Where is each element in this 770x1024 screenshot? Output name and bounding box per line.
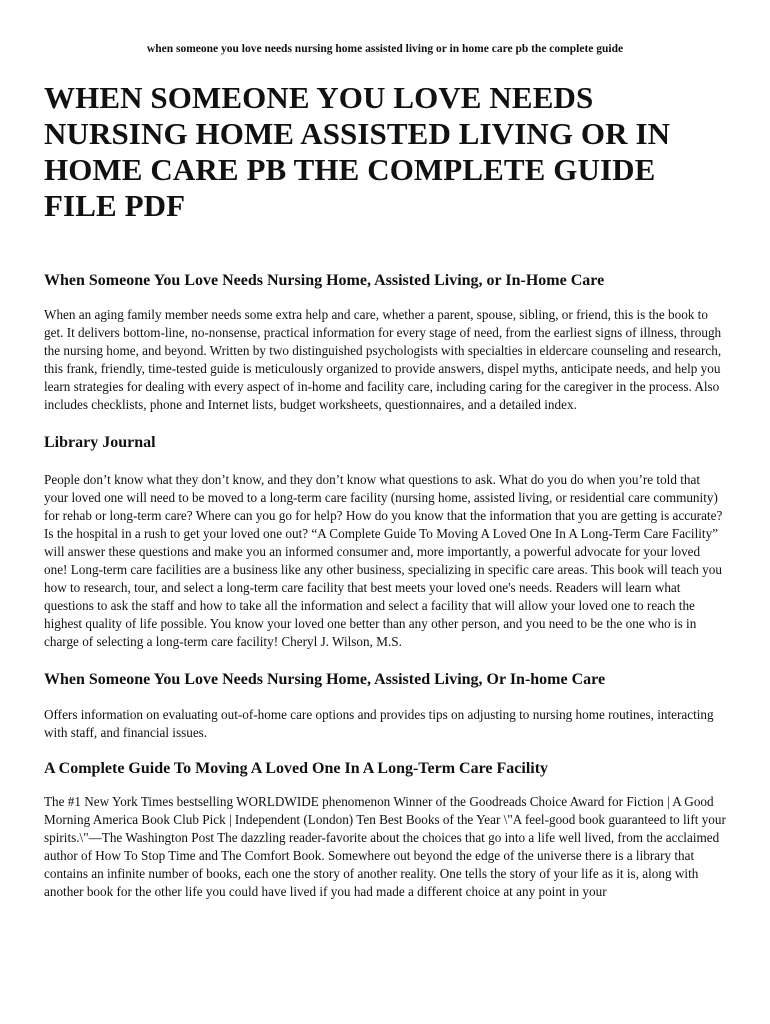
title-line: FILE PDF bbox=[44, 188, 186, 223]
section-body: People don’t know what they don’t know, and they don’t know what questions to ask. What do you do when you’re told that your loved one will need to be moved to a long-term care facility (nursing home, assisted living, or residential care community) for rehab or long-term care? Where can you go for help? How do you know that the information that you are getting is accurate? Is the hospital in a rush to get your loved one out? “A Complete Guide To Moving A Loved One In A Long-Term Care Facility” will answer these questions and make you an informed consumer and, more importantly, a powerful advocate for your loved one! Long-term care facilities are a business like any other business, specializing in specific care areas. This book will teach you how to research, tour, and select a long-term care facility that best meets your loved one's needs. Readers will learn what questions to ask the staff and how to take all the information and select a facility that will allow your loved one to reach the highest quality of life possible. You know your loved one better than any other person, and you need to be the one who is in charge of selecting a long-term care facility! Cheryl J. Wilson, M.S. bbox=[44, 472, 723, 649]
title-line: HOME CARE PB THE COMPLETE GUIDE bbox=[44, 152, 656, 187]
title-line: WHEN SOMEONE YOU LOVE NEEDS bbox=[44, 80, 594, 115]
section-heading: When Someone You Love Needs Nursing Home, Assisted Living, Or In-home Care bbox=[44, 671, 606, 688]
section-heading: A Complete Guide To Moving A Loved One In A Long-Term Care Facility bbox=[44, 760, 549, 777]
section-body: The #1 New York Times bestselling WORLDWIDE phenomenon Winner of the Goodreads Choice Award for Fiction | A Good Morning America Book Club Pick | Independent (London) Ten Best Books of the Year \"A feel-good book guaranteed to lift your spirits.\"—The Washington Post The dazzling reader-favorite about the choices that go into a life well lived, from the acclaimed author of How To Stop Time and The Comfort Book. Somewhere out beyond the edge of the universe there is a library that contains an infinite number of books, each one the story of another reality. One tells the story of your life as it is, along with another book for the other life you could have lived if you had made a different choice at any point in your bbox=[44, 794, 726, 899]
section bbox=[44, 271, 726, 414]
section-heading: When Someone You Love Needs Nursing Home, Assisted Living, or In-Home Care bbox=[44, 272, 605, 289]
section-body: When an aging family member needs some extra help and care, whether a parent, spouse, sibling, or friend, this is the book to get. It delivers bottom-line, no-nonsense, practical information for every stage of need, from the earliest signs of illness, through the nursing home, and beyond. Written by two distinguished psychologists with specialties in eldercare counseling and research, this frank, friendly, time-tested guide is meticulously organized to provide answers, dispel myths, anticipate needs, and help you learn strategies for dealing with every aspect of in-home and facility care, including caring for the caregiver in the process. Also includes checklists, phone and Internet lists, budget worksheets, questionnaires, and a detailed index. bbox=[44, 307, 722, 412]
running-header: when someone you love needs nursing home assisted living or in home care pb the complete guide bbox=[146, 43, 624, 55]
section bbox=[44, 670, 726, 742]
title-line: NURSING HOME ASSISTED LIVING OR IN bbox=[44, 116, 671, 151]
section bbox=[44, 433, 726, 651]
section-heading: Library Journal bbox=[44, 434, 156, 451]
section bbox=[44, 759, 726, 901]
document-title bbox=[44, 80, 726, 224]
section-body: Offers information on evaluating out-of-home care options and provides tips on adjusting to nursing home routines, interacting with staff, and financial issues. bbox=[44, 707, 714, 740]
